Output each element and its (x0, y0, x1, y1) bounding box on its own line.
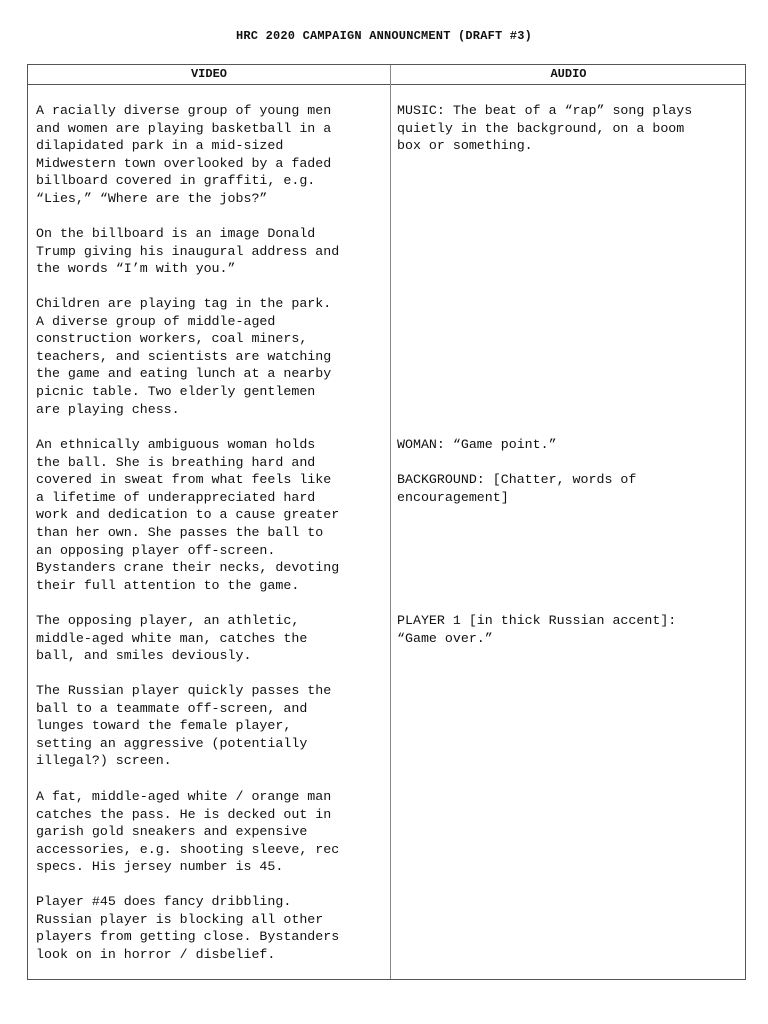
column-divider (390, 65, 391, 979)
script-table (27, 64, 746, 980)
audio-column-header: AUDIO (550, 67, 587, 81)
audio-column (397, 85, 742, 979)
document-title: HRC 2020 CAMPAIGN ANNOUNCMENT (DRAFT #3) (235, 29, 533, 43)
video-paragraph: The opposing player, an athletic, middle-aged white man, catches the ball, and smiles deviously. (36, 613, 308, 664)
video-paragraph: Children are playing tag in the park. A diverse group of middle-aged construction workers, coal miners, teachers, and scientists are watching the game and eating lunch at a nearby picnic table. Two elderly gentlemen are playing chess. (36, 296, 332, 417)
table-header-row (28, 65, 745, 85)
video-paragraph: Player #45 does fancy dribbling. Russian player is blocking all other players from getting close. Bystanders look on in horror / disbelief. (36, 894, 340, 962)
video-column (36, 85, 386, 979)
audio-paragraph: BACKGROUND: [Chatter, words of encouragement] (397, 472, 637, 505)
video-paragraph: On the billboard is an image Donald Trump giving his inaugural address and the words “I’m with you.” (36, 226, 340, 277)
video-column-header: VIDEO (190, 67, 227, 81)
video-paragraph: An ethnically ambiguous woman holds the ball. She is breathing hard and covered in sweat from what feels like a lifetime of underappreciated hard work and dedication to a cause greater than her own. She passes the ball to an opposing player off-screen. Bystanders crane their necks, devoting their full attention to the game. (36, 437, 340, 593)
video-paragraph: The Russian player quickly passes the ball to a teammate off-screen, and lunges toward the female player, setting an aggressive (potentially illegal?) screen. (36, 683, 332, 769)
audio-paragraph: WOMAN: “Game point.” (397, 437, 557, 452)
audio-paragraph: PLAYER 1 [in thick Russian accent]: “Game over.” (397, 613, 677, 646)
video-paragraph: A fat, middle-aged white / orange man catches the pass. He is decked out in garish gold sneakers and expensive accessories, e.g. shooting sleeve, rec specs. His jersey number is 45. (36, 789, 340, 875)
audio-paragraph: MUSIC: The beat of a “rap” song plays quietly in the background, on a boom box or something. (397, 103, 693, 154)
video-paragraph: A racially diverse group of young men and women are playing basketball in a dilapidated park in a mid-sized Midwestern town overlooked by a faded billboard covered in graffiti, e.g. “Lies,” “Where are the jobs?” (36, 103, 332, 206)
